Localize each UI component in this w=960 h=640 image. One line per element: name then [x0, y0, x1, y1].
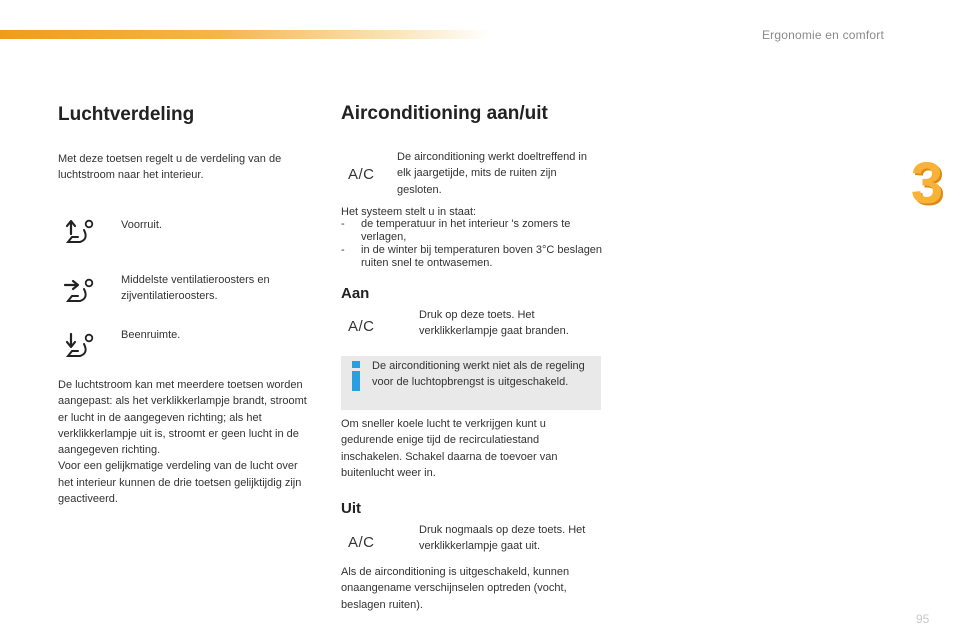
uit-heading: Uit	[341, 500, 361, 517]
ac-button-icon: A/C	[348, 318, 375, 335]
luchtverdeling-body: De luchtstroom kan met meerdere toetsen worden aangepast: als het verklikkerlampje brandt, stroomt er lucht in de aangegeven richting; als het verklikkerlampje uit is, stroomt er geen lucht in de aangegeven richting. Voor een gelijkmatige verdeling van de lucht over het interieur kunnen de drie toetsen gelijktijdig zijn geactiveerd.	[58, 379, 307, 506]
aan-heading: Aan	[341, 285, 370, 302]
info-note-box	[341, 356, 601, 410]
aan-instruction-text: Druk op deze toets. Het verklikkerlampje gaat branden.	[419, 309, 569, 338]
center-vents-airflow-icon	[62, 277, 102, 305]
header-accent-bar	[0, 30, 490, 39]
ac-button-icon: A/C	[348, 534, 375, 551]
item-voorruit-label: Voorruit.	[121, 219, 162, 231]
system-capabilities-list	[341, 218, 603, 270]
ac-intro-text: De airconditioning werkt doeltreffend in elk jaargetijde, mits de ruiten zijn gesloten.	[397, 151, 587, 196]
footwell-airflow-icon	[62, 332, 102, 360]
ac-button-icon: A/C	[348, 166, 375, 183]
luchtverdeling-title: Luchtverdeling	[58, 104, 195, 125]
luchtverdeling-intro: Met deze toetsen regelt u de verdeling van de luchtstroom naar het interieur.	[58, 153, 282, 182]
windscreen-airflow-icon	[62, 218, 102, 246]
page-number: 95	[916, 612, 930, 626]
item-middelste-label: Middelste ventilatieroosters en zijventilatieroosters.	[121, 274, 270, 303]
airconditioning-title: Airconditioning aan/uit	[341, 103, 548, 124]
chapter-number: 3	[910, 151, 944, 216]
system-intro: Het systeem stelt u in staat:	[341, 206, 477, 218]
list-item: - in de winter bij temperaturen boven 3°C beslagen ruiten snel te ontwasemen.	[341, 244, 603, 270]
off-warning-text: Als de airconditioning is uitgeschakeld, kunnen onaangename verschijnselen optreden (vocht, beslagen ruiten).	[341, 566, 570, 611]
list-item: - de temperatuur in het interieur 's zomers te verlagen,	[341, 218, 603, 244]
info-note-text: De airconditioning werkt niet als de regeling voor de luchtopbrengst is uitgeschakeld.	[372, 360, 585, 389]
recirculation-text: Om sneller koele lucht te verkrijgen kunt u gedurende enige tijd de recirculatiestand inschakelen. Schakel daarna de toevoer van buitenlucht weer in.	[341, 418, 558, 479]
info-icon	[351, 361, 361, 391]
uit-instruction-text: Druk nogmaals op deze toets. Het verklikkerlampje gaat uit.	[419, 524, 586, 553]
item-beenruimte-label: Beenruimte.	[121, 329, 181, 341]
section-title: Ergonomie en comfort	[761, 28, 884, 42]
